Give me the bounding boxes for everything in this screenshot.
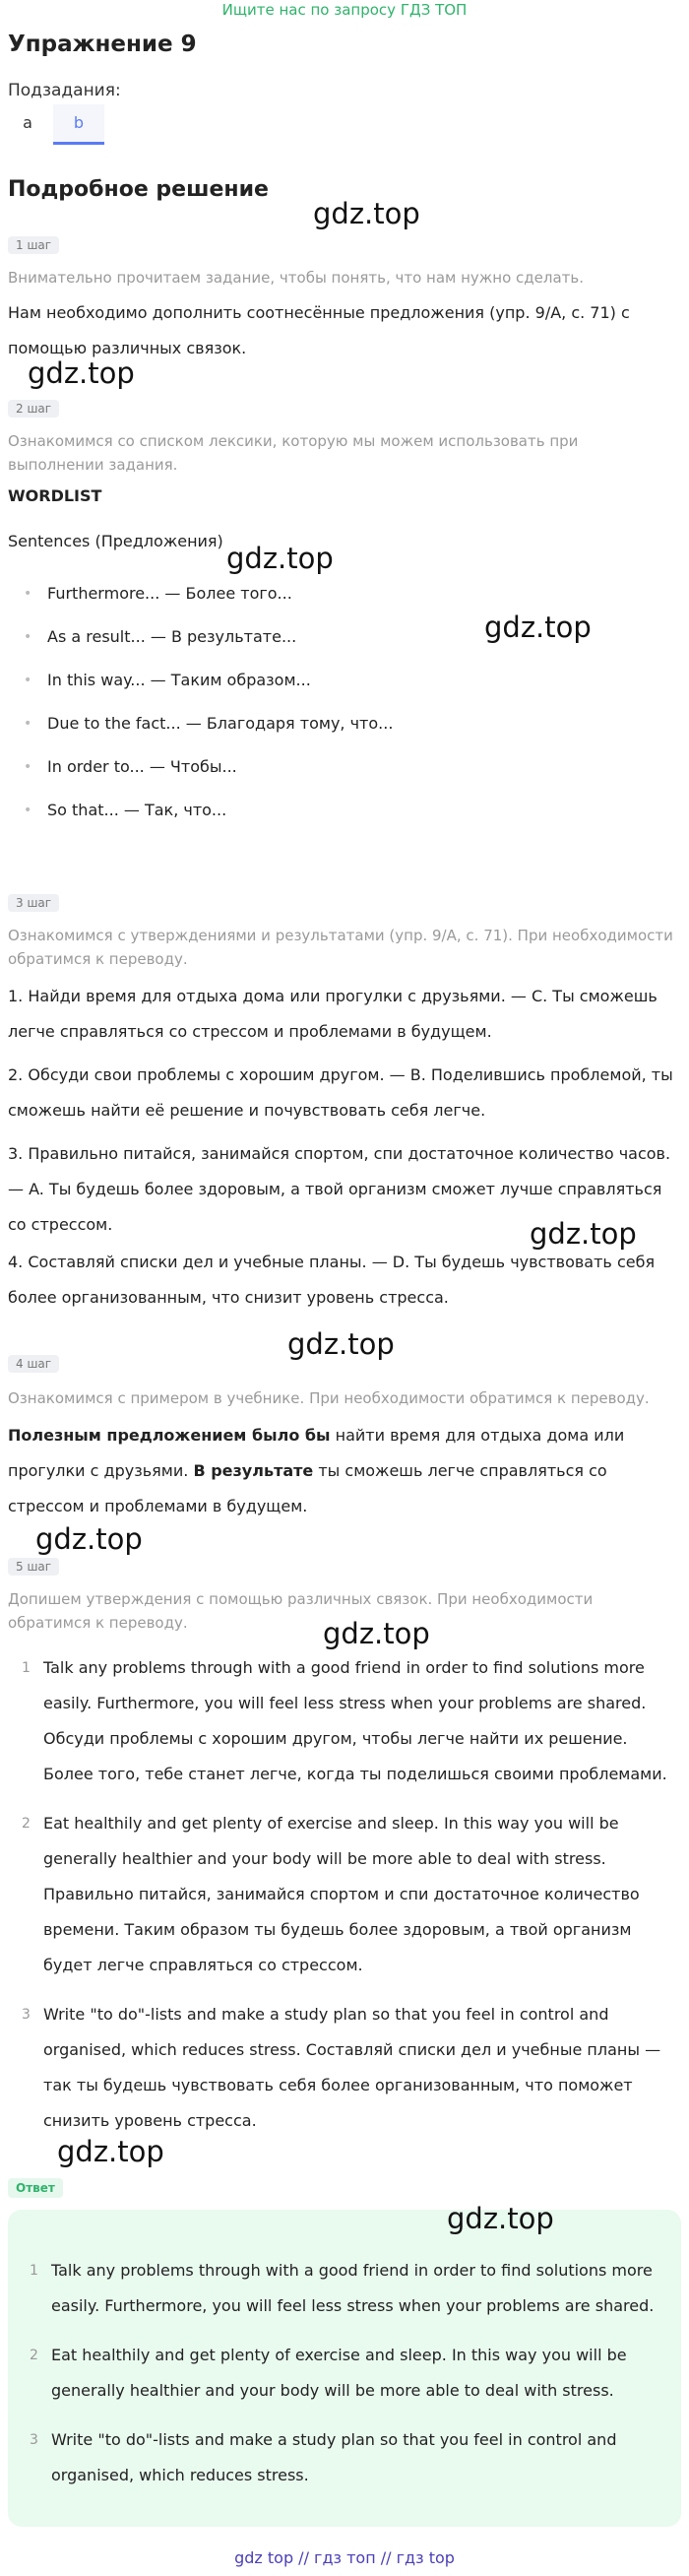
item-number: 1 bbox=[30, 2263, 38, 2279]
example-result-bold: В результате bbox=[193, 1461, 314, 1480]
item-number: 2 bbox=[30, 2348, 38, 2363]
step-3-item-3: 3. Правильно питайся, занимайся спортом, спи достаточное количество часов. — A. Ты будешь более здоровым, а твой организм сможет лучше справляться со стрессом. bbox=[8, 1144, 671, 1234]
list-item bbox=[22, 1650, 671, 1792]
list-item: • In order to... — Чтобы... bbox=[24, 754, 393, 798]
step-badge-4: 4 шаг bbox=[8, 1355, 59, 1373]
item-english: Talk any problems through with a good friend in order to find solutions more easily. Furthermore, you will feel less stress when your problems are shared. bbox=[43, 1658, 647, 1712]
wordlist-heading: WORDLIST bbox=[8, 486, 102, 505]
step-3-item-2: 2. Обсуди свои проблемы с хорошим другом. — B. Поделившись проблемой, ты сможешь найти её решение и почувствовать себя легче. bbox=[8, 1065, 673, 1120]
item-number: 3 bbox=[30, 2432, 38, 2448]
example-text-1: найти время для отдыха дома или прогулки с друзьями. bbox=[8, 1426, 625, 1480]
item-russian: Правильно питайся, занимайся спортом и спи достаточное количество времени. Таким образом ты будешь более здоровым, а твой организм будет легче справляться со стрессом. bbox=[43, 1885, 640, 1974]
list-item bbox=[30, 2338, 659, 2409]
list-item: • Furthermore... — Более того... bbox=[24, 581, 393, 624]
answer-badge: Ответ bbox=[8, 2178, 63, 2198]
footer-links[interactable]: gdz top // гдз топ // гдз top bbox=[234, 2548, 455, 2567]
list-item: • As a result... — В результате... bbox=[24, 624, 393, 668]
step-badge-3: 3 шаг bbox=[8, 894, 59, 912]
step-badge-1: 1 шаг bbox=[8, 236, 59, 254]
wordlist-list bbox=[24, 581, 393, 841]
step-5-list bbox=[22, 1650, 671, 2153]
list-item: • So that... — Так, что... bbox=[24, 798, 393, 841]
watermark: gdz.top bbox=[226, 542, 334, 575]
tab-subtask-a[interactable]: a bbox=[23, 113, 32, 132]
step-4-example bbox=[8, 1418, 677, 1524]
item-number: 1 bbox=[22, 1660, 31, 1676]
list-item bbox=[30, 2422, 659, 2493]
step-1-text: Нам необходимо дополнить соотнесённые предложения (упр. 9/A, с. 71) с помощью различных связок. bbox=[8, 303, 630, 357]
sentences-heading: Sentences (Предложения) bbox=[8, 532, 223, 550]
example-lead-bold: Полезным предложением было бы bbox=[8, 1426, 331, 1445]
list-item: • In this way... — Таким образом... bbox=[24, 668, 393, 711]
watermark: gdz.top bbox=[28, 356, 135, 390]
step-5-hint: Допишем утверждения с помощью различных связок. При необходимости обратимся к переводу. bbox=[8, 1590, 594, 1632]
step-4-hint: Ознакомимся с примером в учебнике. При необходимости обратимся к переводу. bbox=[8, 1389, 650, 1407]
item-english: Write "to do"-lists and make a study plan so that you feel in control and organised, which reduces stress. bbox=[43, 2005, 609, 2059]
list-item bbox=[22, 1997, 671, 2139]
solution-title: Подробное решение bbox=[8, 177, 269, 202]
list-item: • Due to the fact... — Благодаря тому, что... bbox=[24, 711, 393, 754]
watermark: gdz.top bbox=[447, 2202, 554, 2235]
subtasks-label: Подзадания: bbox=[8, 81, 121, 100]
example-text-2: ты сможешь легче справляться со стрессом и проблемами в будущем. bbox=[8, 1461, 607, 1515]
step-badge-5: 5 шаг bbox=[8, 1558, 59, 1576]
search-banner: Ищите нас по запросу ГДЗ ТОП bbox=[221, 1, 468, 19]
step-2-hint: Ознакомимся со списком лексики, которую мы можем использовать при выполнении задания. bbox=[8, 432, 579, 474]
step-3-hint: Ознакомимся с утверждениями и результатами (упр. 9/A, с. 71). При необходимости обратимся к переводу. bbox=[8, 927, 673, 968]
answer-text: Eat healthily and get plenty of exercise and sleep. In this way you will be generally healthier and your body will be more able to deal with stress. bbox=[51, 2346, 627, 2400]
item-number: 2 bbox=[22, 1816, 31, 1832]
tab-subtask-b[interactable]: b bbox=[53, 104, 104, 145]
watermark: gdz.top bbox=[287, 1327, 395, 1361]
item-russian: Обсуди проблемы с хорошим другом, чтобы легче найти их решение. Более того, тебе станет легче, когда ты поделишься своими проблемами. bbox=[43, 1729, 667, 1783]
item-english: Eat healthily and get plenty of exercise and sleep. In this way you will be generally healthier and your body will be more able to deal with stress. bbox=[43, 1814, 619, 1868]
watermark: gdz.top bbox=[484, 611, 592, 644]
watermark: gdz.top bbox=[35, 1522, 143, 1556]
list-item bbox=[30, 2253, 659, 2324]
watermark: gdz.top bbox=[57, 2135, 164, 2168]
list-item bbox=[22, 1806, 671, 1983]
step-3-item-1: 1. Найди время для отдыха дома или прогулки с друзьями. — C. Ты сможешь легче справляться со стрессом и проблемами в будущем. bbox=[8, 987, 658, 1041]
item-number: 3 bbox=[22, 2007, 31, 2023]
watermark: gdz.top bbox=[323, 1617, 430, 1650]
page-title: Упражнение 9 bbox=[8, 32, 197, 57]
answer-text: Talk any problems through with a good friend in order to find solutions more easily. Furthermore, you will feel less stress when your problems are shared. bbox=[51, 2261, 655, 2315]
watermark: gdz.top bbox=[530, 1217, 637, 1251]
answer-list bbox=[30, 2253, 659, 2507]
step-1-hint: Внимательно прочитаем задание, чтобы понять, что нам нужно сделать. bbox=[8, 269, 585, 287]
item-russian: Составляй списки дел и учебные планы — так ты будешь чувствовать себя более организованным, что поможет снизить уровень стресса. bbox=[43, 2040, 661, 2130]
answer-text: Write "to do"-lists and make a study plan so that you feel in control and organised, which reduces stress. bbox=[51, 2430, 617, 2484]
watermark: gdz.top bbox=[313, 197, 420, 230]
subtask-tabs bbox=[0, 104, 118, 144]
step-3-item-4: 4. Составляй списки дел и учебные планы. — D. Ты будешь чувствовать себя более организованным, что снизит уровень стресса. bbox=[8, 1253, 656, 1307]
step-badge-2: 2 шаг bbox=[8, 400, 59, 418]
